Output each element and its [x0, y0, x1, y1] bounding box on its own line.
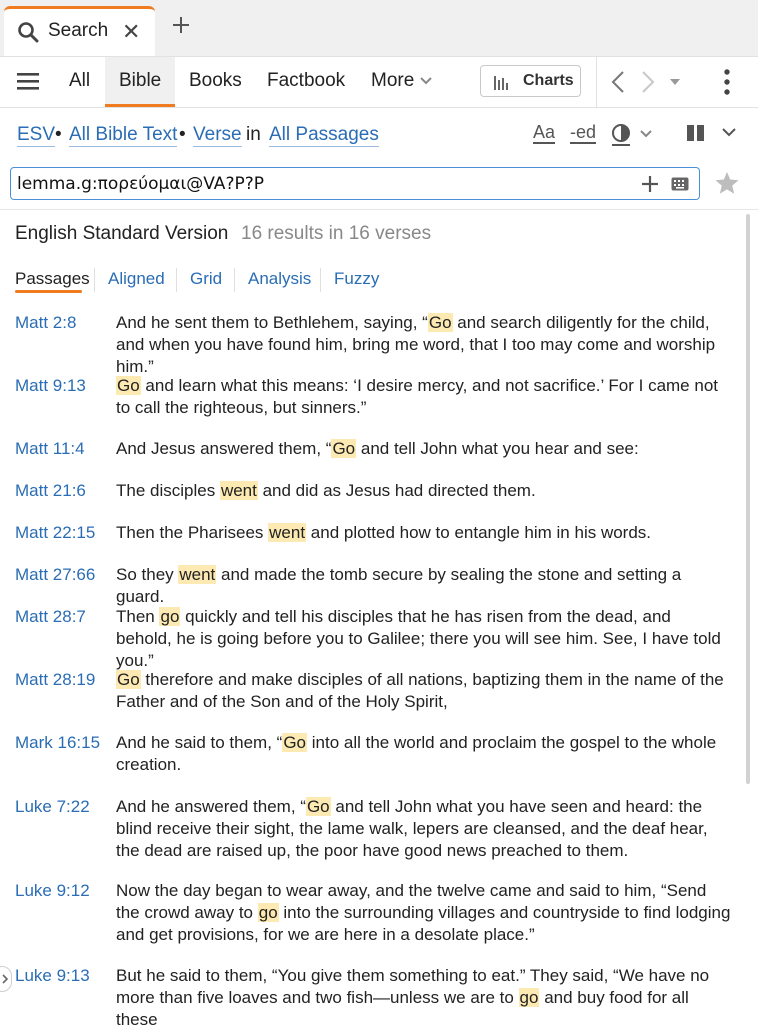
search-hit[interactable]: went [179, 565, 216, 584]
verse-text-before: Then [116, 607, 160, 626]
verse-reference[interactable]: Mark 16:15 [15, 733, 101, 752]
verse-text [116, 732, 731, 776]
verse-reference[interactable]: Matt 28:19 [15, 670, 96, 689]
verse-text-after: and buy food for all these [116, 988, 689, 1029]
scope-selector[interactable]: All Bible Text [69, 124, 178, 145]
separator-dot: • [179, 124, 186, 145]
result-row [0, 965, 746, 1029]
in-label: in [246, 124, 261, 145]
verse-reference[interactable]: Matt 9:13 [15, 376, 86, 395]
verse-text-after: quickly and tell his disciples that he has risen from the dead, and behold, he is going before you to Galilee; there you will see him. See, I have told you.” [116, 607, 721, 670]
verse-text [116, 606, 731, 672]
panel-expand-handle[interactable] [0, 966, 12, 992]
verse-text-after: and tell John what you have seen and heard: the blind receive their sight, the lame walk, lepers are cleansed, and the deaf hear, the dead are raised up, the poor have good news preached to them. [116, 797, 708, 860]
verse-text [116, 880, 731, 946]
results-count: 16 results in 16 verses [241, 223, 432, 244]
search-hit[interactable]: Go [428, 313, 452, 332]
font-size-icon[interactable]: Aa [533, 122, 556, 142]
verse-text [116, 669, 731, 713]
chevron-down-icon[interactable] [722, 128, 736, 138]
divider [320, 268, 321, 292]
tab-analysis[interactable]: Analysis [248, 269, 312, 288]
nav-all[interactable]: All [69, 70, 91, 91]
keyboard-icon[interactable] [671, 177, 689, 191]
verse-text [116, 522, 731, 544]
search-hit[interactable]: Go [283, 733, 307, 752]
verse-reference[interactable]: Luke 7:22 [15, 797, 90, 816]
verse-text-before: Now the day began to wear away, and the twelve came and said to him, “Send the crowd away to [116, 881, 707, 922]
range-selector[interactable]: All Passages [269, 124, 379, 145]
verse-reference[interactable]: Luke 9:12 [15, 881, 90, 900]
visual-filter-button[interactable] [610, 123, 654, 152]
forward-arrow-icon[interactable] [640, 70, 656, 94]
verse-text [116, 796, 731, 862]
verse-text-before: But he said to them, “You give them something to eat.” They said, “We have no more than five loaves and two fish—unless we are to [116, 966, 710, 1007]
separator-dot: • [55, 124, 62, 145]
unit-selector[interactable]: Verse [193, 124, 242, 145]
verse-reference[interactable]: Matt 11:4 [15, 439, 85, 458]
contrast-icon [610, 123, 654, 147]
verse-text-before: So they [116, 565, 179, 584]
inflection-icon[interactable]: -ed [570, 122, 597, 142]
search-options [0, 108, 758, 164]
more-vertical-icon[interactable] [722, 69, 732, 95]
bar-chart-icon [493, 74, 511, 90]
verse-text-after: and did as Jesus had directed them. [257, 481, 536, 500]
nav-bar [0, 57, 758, 108]
search-input[interactable] [17, 172, 617, 196]
divider [94, 268, 95, 292]
search-hit[interactable]: went [269, 523, 306, 542]
verse-reference[interactable]: Matt 22:15 [15, 523, 96, 542]
charts-label: Charts [523, 72, 574, 89]
star-icon[interactable] [714, 170, 740, 196]
verse-text-after: therefore and make disciples of all nations, baptizing them in the name of the Father and of the Son and of the Holy Spirit, [116, 670, 724, 711]
active-tab-indicator [15, 290, 82, 293]
tab-search[interactable] [4, 6, 155, 56]
verse-reference[interactable]: Matt 2:8 [15, 313, 77, 332]
tab-grid[interactable]: Grid [190, 269, 223, 288]
verse-text [116, 564, 731, 608]
add-icon[interactable] [641, 175, 659, 193]
verse-text [116, 480, 731, 502]
search-hit[interactable]: go [258, 903, 278, 922]
search-hit[interactable]: went [220, 481, 257, 500]
verse-text-after: and search diligently for the child, and when you have found him, bring me word, that I too may come and worship him.” [116, 313, 716, 376]
verse-text-before: The disciples [116, 481, 220, 500]
column-layout-icon[interactable] [686, 124, 706, 142]
divider [176, 268, 177, 292]
divider [234, 268, 235, 292]
search-hit[interactable]: go [519, 988, 539, 1007]
search-hit[interactable]: Go [306, 797, 330, 816]
nav-books[interactable]: Books [189, 70, 242, 91]
search-hit[interactable]: Go [117, 670, 140, 689]
tab-label: Search [48, 20, 109, 41]
verse-reference[interactable]: Matt 28:7 [15, 607, 86, 626]
plus-icon[interactable] [170, 14, 192, 36]
chevron-down-icon [420, 77, 432, 85]
verse-text-before: And he sent them to Bethlehem, saying, “ [116, 313, 428, 332]
divider [0, 209, 758, 210]
tab-aligned[interactable]: Aligned [108, 269, 165, 288]
close-icon[interactable]: ✕ [122, 19, 141, 44]
verse-text-after: and made the tomb secure by sealing the stone and setting a guard. [116, 565, 682, 606]
verse-text-after: and learn what this means: ‘I desire mercy, and not sacrifice.’ For I came not to call the righteous, but sinners.” [116, 376, 718, 417]
version-selector[interactable]: ESV [17, 124, 56, 145]
verse-text-after: and tell John what you hear and see: [356, 439, 639, 458]
tab-strip [0, 0, 758, 57]
verse-text-before: And Jesus answered them, “ [116, 439, 332, 458]
search-box [10, 167, 700, 200]
verse-text-before: And he answered them, “ [116, 797, 306, 816]
verse-text-after: into all the world and proclaim the gospel to the whole creation. [116, 733, 717, 774]
search-hit[interactable]: go [160, 607, 180, 626]
verse-text-after: into the surrounding villages and countryside to find lodging and get provisions, for we are here in a desolate place.” [116, 903, 731, 944]
scrollbar[interactable] [746, 214, 750, 784]
nav-factbook[interactable]: Factbook [267, 70, 346, 91]
nav-more[interactable] [371, 70, 432, 92]
verse-reference[interactable]: Matt 21:6 [15, 481, 86, 500]
verse-text-before: And he said to them, “ [116, 733, 283, 752]
verse-text [116, 312, 731, 378]
search-hit[interactable]: Go [332, 439, 356, 458]
results-title: English Standard Version [15, 223, 229, 244]
charts-button[interactable] [480, 65, 581, 97]
nav-bible[interactable]: Bible [119, 70, 162, 91]
verse-reference[interactable]: Luke 9:13 [15, 966, 90, 985]
menu-icon[interactable] [16, 70, 40, 92]
verse-text [116, 375, 731, 419]
verse-text-after: and plotted how to entangle him in his words. [306, 523, 652, 542]
back-arrow-icon[interactable] [610, 70, 626, 94]
verse-text [116, 965, 731, 1031]
verse-text [116, 438, 731, 460]
verse-reference[interactable]: Matt 27:66 [15, 565, 96, 584]
tab-fuzzy[interactable]: Fuzzy [334, 269, 380, 288]
nav-divider [596, 57, 597, 107]
history-dropdown-icon[interactable] [668, 77, 682, 87]
tab-passages[interactable]: Passages [15, 269, 90, 288]
search-icon [16, 20, 40, 44]
verse-text-before: Then the Pharisees [116, 523, 269, 542]
search-hit[interactable]: Go [117, 376, 140, 395]
nav-more-label: More [371, 70, 415, 91]
chevron-right-icon [0, 967, 13, 991]
